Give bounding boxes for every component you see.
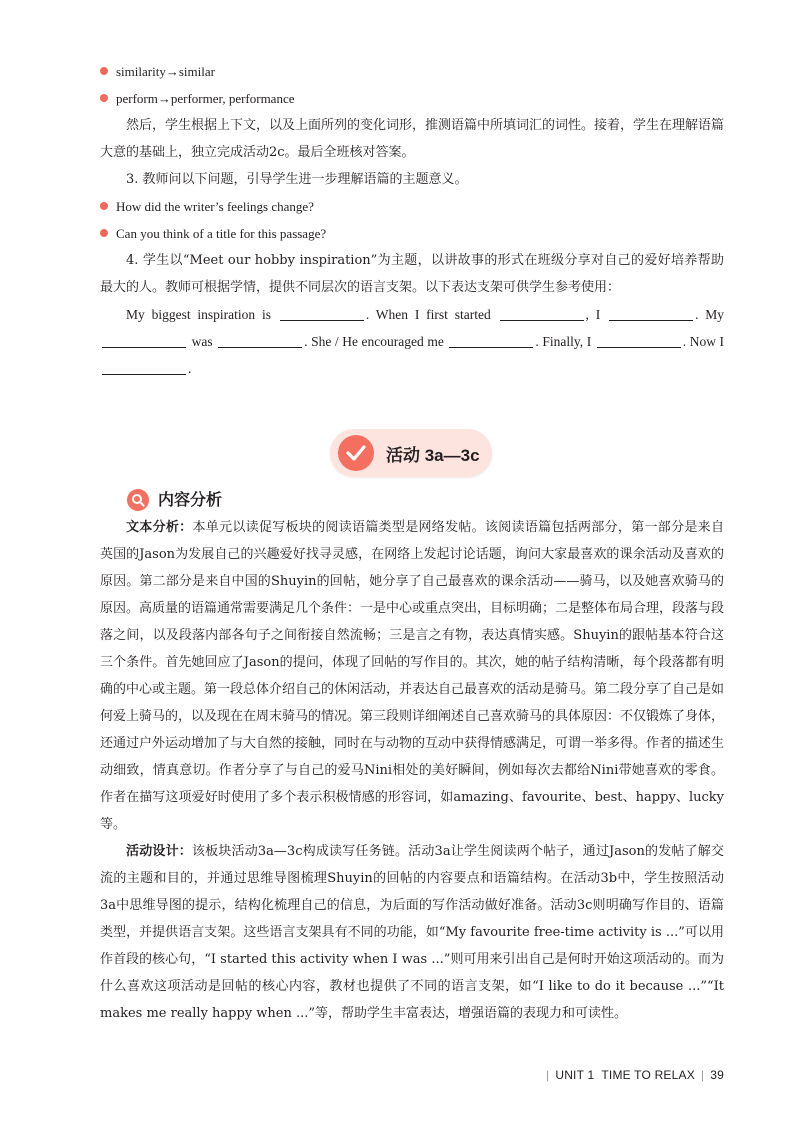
- footer-unit: UNIT 1: [555, 1068, 595, 1082]
- search-icon: [127, 489, 149, 511]
- blank-line: [597, 333, 681, 348]
- footer-separator: |: [700, 1068, 705, 1082]
- blank-line: [500, 306, 584, 321]
- footer-separator: |: [546, 1068, 550, 1082]
- footer-title: TIME TO RELAX: [601, 1068, 695, 1082]
- frame-text: , I: [585, 307, 601, 322]
- frame-text: . Now: [682, 334, 716, 349]
- section-title: 内容分析: [158, 490, 223, 509]
- activity-label: 活动 3a—3c: [386, 446, 480, 465]
- step-3: 3. 教师问以下问题，引导学生进一步理解语篇的主题意义。: [126, 172, 468, 187]
- text-analysis-paragraph: [100, 514, 724, 838]
- blank-line: [102, 360, 186, 375]
- analysis-body: [100, 514, 724, 1027]
- bullet-item: [100, 58, 724, 85]
- frame-text: . When I first started: [365, 307, 491, 322]
- frame-text: My biggest inspiration is: [126, 307, 271, 322]
- activity-design-paragraph: [100, 838, 724, 1027]
- activity-design-body: 该板块活动3a—3c构成读写任务链。活动3a让学生阅读两个帖子，通过Jason的发帖了解交流的主题和目的，并通过思维导图梳理Shuyin的回帖的内容要点和语篇结构。在活动3b中，学生按照活动3a中思维导图的提示，结构化梳理自己的信息，为后面的写作活动做好准备。活动3c则明确写作目的、语篇类型，并提供语言支架。这些语言支架具有不同的功能，如“My favourite free-time activity is ...”可以用作首段的核心句，“I started this activity when I was ...”则可用来引出自己是何时开始这项活动的。而为什么喜欢这项活动是回帖的核心内容，教材也提供了不同的语言支架，如“I like to do it because ...”“It makes me really happy when ...”等，帮助学生丰富表达，增强语篇的表现力和可读性。: [100, 844, 724, 1021]
- activity-design-lead: 活动设计：: [126, 844, 192, 859]
- frame-text: . She / He encouraged me: [304, 334, 444, 349]
- blank-line: [609, 306, 693, 321]
- blank-line: [449, 333, 533, 348]
- text-analysis-lead: 文本分析：: [126, 520, 193, 535]
- check-icon: [338, 435, 374, 471]
- page-footer: [540, 1068, 724, 1082]
- bullet-item: [100, 85, 724, 112]
- bullet-text: similarity→similar: [116, 64, 215, 79]
- bullet-dot-icon: [100, 94, 108, 102]
- bullet-text: perform→performer, performance: [116, 91, 295, 106]
- bullet-dot-icon: [100, 229, 108, 237]
- blank-line: [218, 333, 302, 348]
- bullet-item: [100, 220, 724, 247]
- bullet-dot-icon: [100, 67, 108, 75]
- step-4: 4. 学生以“Meet our hobby inspiration”为主题，以讲故事的形式在班级分享对自己的爱好培养帮助最大的人。教师可根据学情，提供不同层次的语言支架。以下表达支架可供学生参考使用：: [100, 253, 724, 295]
- blank-line: [280, 306, 364, 321]
- top-content: [100, 58, 724, 382]
- paragraph-after-bullets: 然后，学生根据上下文，以及上面所列的变化词形，推测语篇中所填词汇的词性。接着，学生在理解语篇大意的基础上，独立完成活动2c。最后全班核对答案。: [100, 118, 725, 160]
- bullet-item: [100, 193, 724, 220]
- bullet-text: Can you think of a title for this passage?: [116, 226, 327, 241]
- frame-text: was: [191, 334, 213, 349]
- bullet-text: How did the writer’s feelings change?: [116, 199, 314, 214]
- page-number: 39: [710, 1068, 724, 1082]
- text-analysis-body: 本单元以读促写板块的阅读语篇类型是网络发帖。该阅读语篇包括两部分，第一部分是来自英国的Jason为发展自己的兴趣爱好找寻灵感，在网络上发起讨论话题，询问大家最喜欢的课余活动及喜欢的原因。第二部分是来自中国的Shuyin的回帖，她分享了自己最喜欢的课余活动——骑马，以及她喜欢骑马的原因。高质量的语篇通常需要满足几个条件：一是中心或重点突出，目标明确；二是整体布局合理，段落与段落之间，以及段落内部各句子之间衔接自然流畅；三是言之有物，表达真情实感。Shuyin的跟帖基本符合这三个条件。首先她回应了Jason的提问，体现了回帖的写作目的。其次，她的帖子结构清晰，每个段落都有明确的中心或主题。第一段总体介绍自己的休闲活动，并表达自己最喜欢的活动是骑马。第二段分享了自己是如何爱上骑马的，以及现在在周末骑马的情况。第三段则详细阐述自己喜欢骑马的具体原因：不仅锻炼了身体，还通过户外运动增加了与大自然的接触，同时在与动物的互动中获得情感满足，可谓一举多得。作者的描述生动细致，情真意切。作者分享了与自己的爱马Nini相处的美好瞬间，例如每次去都给Nini带她喜欢的零食。作者在描写这项爱好时使用了多个表示积极情感的形容词，如amazing、favourite、best、happy、lucky等。: [100, 520, 725, 832]
- language-frame: [100, 301, 724, 382]
- frame-text: . My: [695, 307, 725, 322]
- activity-badge: [330, 429, 492, 477]
- blank-line: [102, 333, 186, 348]
- frame-text: .: [188, 361, 192, 376]
- bullet-dot-icon: [100, 202, 108, 210]
- frame-text: I: [719, 334, 725, 349]
- frame-text: . Finally, I: [535, 334, 592, 349]
